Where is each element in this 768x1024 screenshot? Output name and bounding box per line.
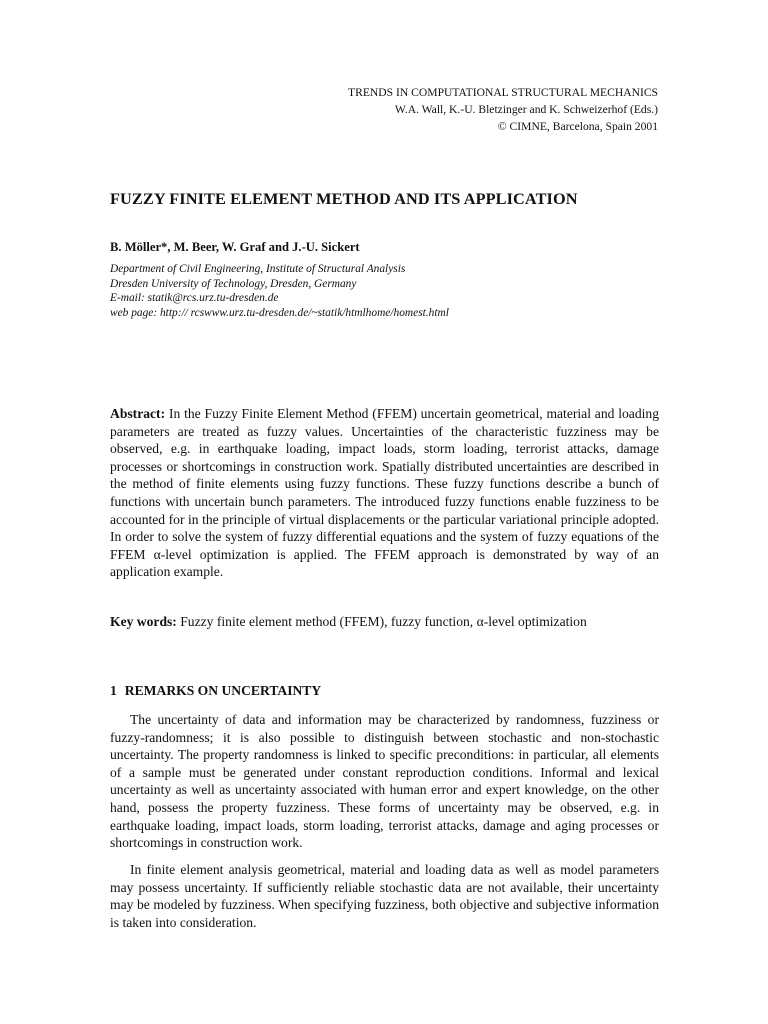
abstract-text: In the Fuzzy Finite Element Method (FFEM) uncertain geometrical, material and loading parameters are treated as fuzzy values. Uncertainties of the characteristic fuzziness may be observed, e.g. in earthquake loading, impact loads, storm loading, terrorist attacks, damage processes or shortcomings in construction work. Spatially distributed uncertainties are described in the method of finite elements using fuzzy functions. These fuzzy functions describe a bunch of functions with uncertain bunch parameters. The introduced fuzzy functions enable fuzziness to be accounted for in the principle of virtual displacements or the particular variational principle adopted. In order to solve the system of fuzzy differential equations and the system of fuzzy equations of the FFEM α-level optimization is applied. The FFEM approach is demonstrated by way of an application example. — [110, 406, 660, 580]
body-paragraph: In finite element analysis geometrical, material and loading data as well as model parameters may possess uncertainty. If sufficiently reliable stochastic data are not available, their uncertainty may be modeled by fuzziness. When specifying fuzziness, both objective and subjective information is taken into consideration. — [110, 862, 659, 930]
affiliation-block — [110, 262, 449, 320]
editors-line: W.A. Wall, K.-U. Bletzinger and K. Schweizerhof (Eds.) — [394, 103, 658, 116]
university-line: Dresden University of Technology, Dresden, Germany — [110, 277, 357, 290]
paper-title: FUZZY FINITE ELEMENT METHOD AND ITS APPLICATION — [110, 189, 578, 208]
section-number: 1 — [110, 683, 117, 698]
body-paragraph: The uncertainty of data and information may be characterized by randomness, fuzziness or fuzzy-randomness; it is also possible to distinguish between stochastic and non-stochastic uncertainty. The property randomness is linked to specific preconditions: in particular, all elements of a sample must be generated under constant reproduction conditions. Informal and lexical uncertainty as well as uncertainty associated with human error and expert knowledge, on the other hand, possess the property fuzziness. These forms of uncertainty may be observed, e.g. in earthquake loading, impact loads, storm loading, terrorist attacks, damage and aging processes or shortcomings in construction work. — [110, 712, 659, 851]
proceedings-header — [348, 84, 658, 135]
keywords-text: Fuzzy finite element method (FFEM), fuzzy function, α-level optimization — [180, 614, 587, 629]
section-title: REMARKS ON UNCERTAINTY — [124, 683, 322, 698]
webpage-line: web page: http:// rcswww.urz.tu-dresden.de/~statik/htmlhome/homest.html — [110, 306, 449, 319]
abstract-paragraph — [110, 405, 659, 581]
section-heading — [110, 683, 321, 699]
series-title: TRENDS IN COMPUTATIONAL STRUCTURAL MECHANICS — [348, 86, 658, 99]
copyright-line: © CIMNE, Barcelona, Spain 2001 — [497, 120, 658, 133]
email-line: E-mail: statik@rcs.urz.tu-dresden.de — [110, 292, 279, 305]
keywords-label: Key words: — [110, 614, 177, 629]
department-line: Department of Civil Engineering, Institute of Structural Analysis — [110, 263, 406, 275]
keywords-paragraph — [110, 613, 659, 631]
author-list: B. Möller*, M. Beer, W. Graf and J.-U. Sickert — [110, 240, 360, 254]
abstract-label: Abstract: — [110, 406, 166, 421]
